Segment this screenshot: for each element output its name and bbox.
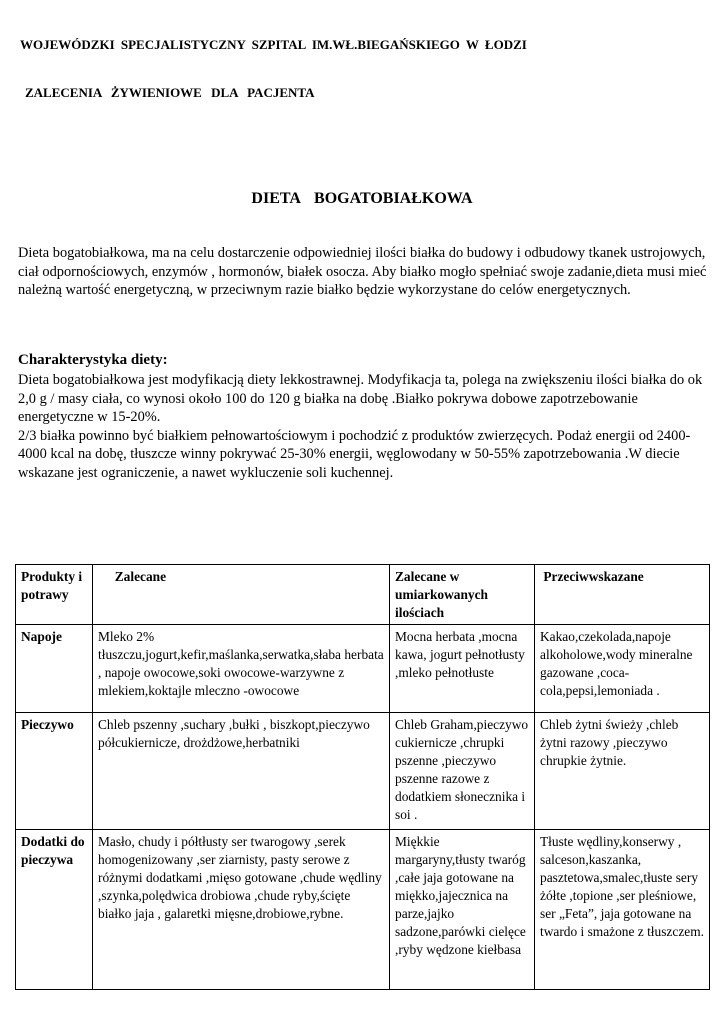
row-contraindicated: Tłuste wędliny,konserwy , salceson,kaszanka, pasztetowa,smalec,tłuste sery żółte ,topione ,ser pleśniowe, ser „Feta”, jaja gotowane na twardo i smażone z tłuszczem.	[535, 830, 710, 990]
intro-paragraph: Dieta bogatobiałkowa, ma na celu dostarczenie odpowiedniej ilości białka do budowy i odbudowy tkanek ustrojowych, ciał odpornościowych, enzymów , hormonów, białek osocza. Aby białko mogło spełniać swoje zadanie,dieta musi mieć należną wartość energetyczną, w przeciwnym razie białko będzie wykorzystane do celów energetycznych.	[18, 245, 707, 298]
row-recommended: Masło, chudy i półtłusty ser twarogowy ,serek homogenizowany ,ser ziarnisty, pasty serowe z różnymi dodatkami ,mięso gotowane ,chude wędliny ,szynka,polędwica drobiowa ,chude ryby,ścięte białko jaja , galaretki mięsne,drobiowe,rybne.	[93, 830, 390, 990]
characteristics-body	[18, 371, 708, 482]
table-row	[16, 830, 710, 990]
row-contraindicated: Chleb żytni świeży ,chleb żytni razowy ,pieczywo chrupkie żytnie.	[535, 713, 710, 830]
table-row	[16, 625, 710, 713]
characteristics-paragraph-1: Dieta bogatobiałkowa jest modyfikacją diety lekkostrawnej. Modyfikacja ta, polega na zwiększeniu ilości białka do ok 2,0 g / masy ciała, co wynosi około 100 do 120 g białka na dobę .Białko pokrywa dobowe zapotrzebowanie energetyczne w 15-20%.	[18, 372, 703, 425]
characteristics-paragraph-2: 2/3 białka powinno być białkiem pełnowartościowym i pochodzić z produktów zwierzęcych. Podaż energii od 2400- 4000 kcal na dobę, tłuszcze winny pokrywać 25-30% energii, węglowodany w 50-55% zapotrzebowania .W diecie wskazane jest ograniczenie, a nawet wykluczenie soli kuchennej.	[18, 427, 691, 481]
row-moderate: Chleb Graham,pieczywo cukiernicze ,chrupki pszenne ,pieczywo pszenne razowe z dodatkiem słonecznika i soi .	[390, 713, 535, 830]
header-moderate: Zalecane w umiarkowanych ilościach	[390, 565, 535, 625]
header-contraindicated: Przeciwwskazane	[535, 565, 710, 625]
row-category: Napoje	[16, 625, 93, 713]
row-category: Dodatki do pieczywa	[16, 830, 93, 990]
document-subtitle: ZALECENIA ŻYWIENIOWE DLA PACJENTA	[25, 85, 315, 100]
row-moderate: Miękkie margaryny,tłusty twaróg ,całe jaja gotowane na miękko,jajecznica na parze,jajko sadzone,parówki cielęce ,ryby wędzone kiełbasa	[390, 830, 535, 990]
table-row	[16, 713, 710, 830]
hospital-name: WOJEWÓDZKI SPECJALISTYCZNY SZPITAL IM.WŁ.BIEGAŃSKIEGO W ŁODZI	[20, 37, 527, 52]
row-recommended: Chleb pszenny ,suchary ,bułki , biszkopt,pieczywo półcukiernicze, drożdżowe,herbatniki	[93, 713, 390, 830]
diet-table	[15, 564, 710, 990]
characteristics-heading: Charakterystyka diety:	[18, 352, 168, 368]
diet-title: DIETA BOGATOBIAŁKOWA	[251, 190, 473, 207]
row-recommended: Mleko 2% tłuszczu,jogurt,kefir,maślanka,serwatka,słaba herbata , napoje owocowe,soki owocowe-warzywne z mlekiem,koktajle mleczno -owocowe	[93, 625, 390, 713]
row-contraindicated: Kakao,czekolada,napoje alkoholowe,wody mineralne gazowane ,coca-cola,pepsi,lemoniada .	[535, 625, 710, 713]
row-category: Pieczywo	[16, 713, 93, 830]
header-recommended: Zalecane	[93, 565, 390, 625]
header-products: Produkty i potrawy	[16, 565, 93, 625]
table-header-row	[16, 565, 710, 625]
row-moderate: Mocna herbata ,mocna kawa, jogurt pełnotłusty ,mleko pełnotłuste	[390, 625, 535, 713]
